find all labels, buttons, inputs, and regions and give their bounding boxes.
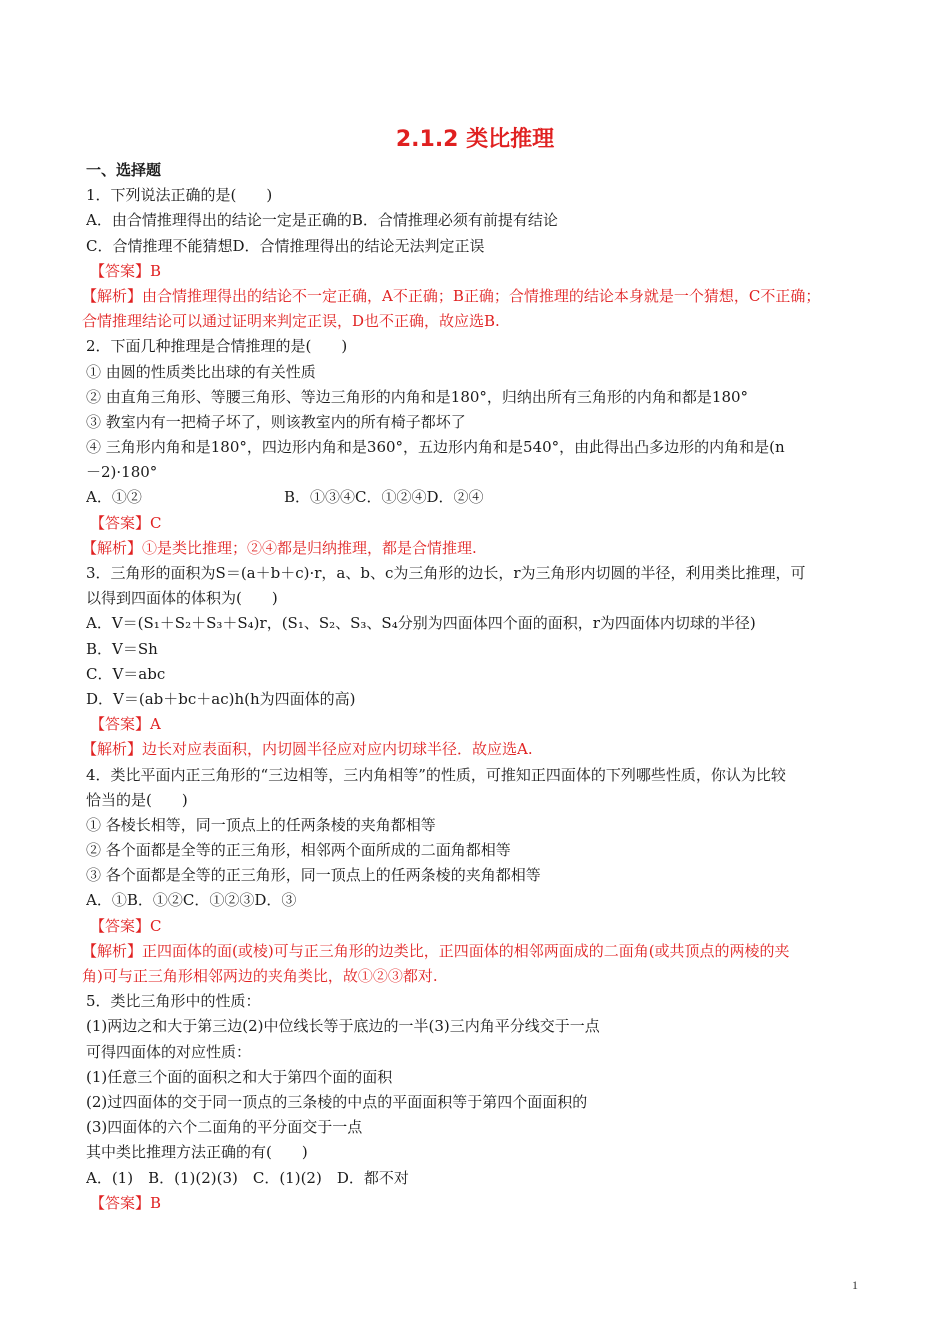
question-1-explanation-line2: 合情推理结论可以通过证明来判定正误，D也不正确，故应选B. [82, 312, 500, 331]
question-2-item-4-line1: ④ 三角形内角和是180°，四边形内角和是360°，五边形内角和是540°，由此得出凸多边形的内角和是(n [86, 438, 785, 457]
question-1-stem: 1．下列说法正确的是( ) [86, 186, 273, 205]
question-2-option-a: A．①② [86, 488, 142, 507]
question-4-item-1: ① 各棱长相等，同一顶点上的任两条棱的夹角都相等 [86, 815, 436, 834]
question-4-item-3: ③ 各个面都是全等的正三角形，同一顶点上的任两条棱的夹角都相等 [86, 866, 541, 885]
question-5-question: 其中类比推理方法正确的有( ) [86, 1143, 308, 1162]
question-2-options-bcd: B．①③④C．①②④D．②④ [284, 488, 484, 507]
question-1-explanation-line1: 【解析】由合情推理得出的结论不一定正确，A不正确；B正确；合情推理的结论本身就是一个猜想，C不正确； [82, 286, 821, 305]
question-2-explanation: 【解析】①是类比推理；②④都是归纳推理，都是合情推理. [82, 538, 477, 557]
question-5-stem: 5．类比三角形中的性质： [86, 992, 261, 1011]
question-4-stem-line1: 4．类比平面内正三角形的“三边相等，三内角相等”的性质，可推知正四面体的下列哪些性质，你认为比较 [86, 765, 786, 784]
question-2-item-3: ③ 教室内有一把椅子坏了，则该教室内的所有椅子都坏了 [86, 412, 466, 431]
question-5-answer: 【答案】B [90, 1193, 162, 1212]
question-4-answer: 【答案】C [90, 916, 162, 935]
question-3-option-c: C．V＝abc [86, 664, 166, 683]
question-5-options: A．(1) B．(1)(2)(3) C．(1)(2) D．都不对 [86, 1168, 409, 1187]
question-3-option-b: B．V＝Sh [86, 639, 158, 658]
question-2-options [86, 485, 866, 510]
question-3-option-d: D．V＝(ab＋bc＋ac)h(h为四面体的高) [86, 689, 356, 708]
question-3-explanation: 【解析】边长对应表面积，内切圆半径应对应内切球半径．故应选A. [82, 740, 533, 759]
question-4-stem-line2: 恰当的是( ) [86, 790, 188, 809]
question-3-stem-line1: 3．三角形的面积为S＝(a＋b＋c)·r，a、b、c为三角形的边长，r为三角形内切圆的半径，利用类比推理，可 [86, 564, 806, 582]
question-2-stem: 2．下面几种推理是合情推理的是( ) [86, 337, 348, 356]
question-5-lead: 可得四面体的对应性质： [86, 1042, 252, 1061]
question-4-options: A．①B．①②C．①②③D．③ [86, 891, 297, 910]
question-2-item-2: ② 由直角三角形、等腰三角形、等边三角形的内角和是180°，归纳出所有三角形的内角和都是180° [86, 387, 749, 406]
page-title: 2.1.2 类比推理 [395, 127, 555, 152]
question-2-answer: 【答案】C [90, 513, 162, 532]
question-4-explanation-line1: 【解析】正四面体的面(或棱)可与正三角形的边类比，正四面体的相邻两面成的二面角(或共顶点的两棱的夹 [82, 941, 790, 960]
question-5-property-2: (2)过四面体的交于同一顶点的三条棱的中点的平面面积等于第四个面面积的 [86, 1092, 588, 1111]
question-2-item-4-line2: －2)·180° [86, 463, 158, 482]
page-number: 1 [852, 1278, 858, 1292]
question-5-property-3: (3)四面体的六个二面角的平分面交于一点 [86, 1118, 363, 1137]
document-body [82, 158, 866, 1216]
section-heading: 一、选择题 [86, 161, 162, 179]
question-5-triangle-properties: (1)两边之和大于第三边(2)中位线长等于底边的一半(3)三内角平分线交于一点 [86, 1017, 600, 1036]
question-1-answer: 【答案】B [90, 261, 162, 280]
question-4-explanation-line2: 角)可与正三角形相邻两边的夹角类比，故①②③都对. [82, 967, 438, 985]
question-3-stem-line2: 以得到四面体的体积为( ) [86, 589, 278, 608]
question-1-options-cd: C．合情推理不能猜想D．合情推理得出的结论无法判定正误 [86, 236, 485, 255]
question-1-options-ab: A．由合情推理得出的结论一定是正确的B．合情推理必须有前提有结论 [86, 211, 558, 230]
question-3-answer: 【答案】A [90, 715, 161, 734]
question-5-property-1: (1)任意三个面的面积之和大于第四个面的面积 [86, 1067, 393, 1086]
question-4-item-2: ② 各个面都是全等的正三角形，相邻两个面所成的二面角都相等 [86, 841, 511, 860]
question-3-option-a: A．V＝(S₁＋S₂＋S₃＋S₄)r，(S₁、S₂、S₃、S₄分别为四面体四个面的面积，r为四面体内切球的半径) [86, 614, 756, 633]
question-2-item-1: ① 由圆的性质类比出球的有关性质 [86, 362, 316, 381]
